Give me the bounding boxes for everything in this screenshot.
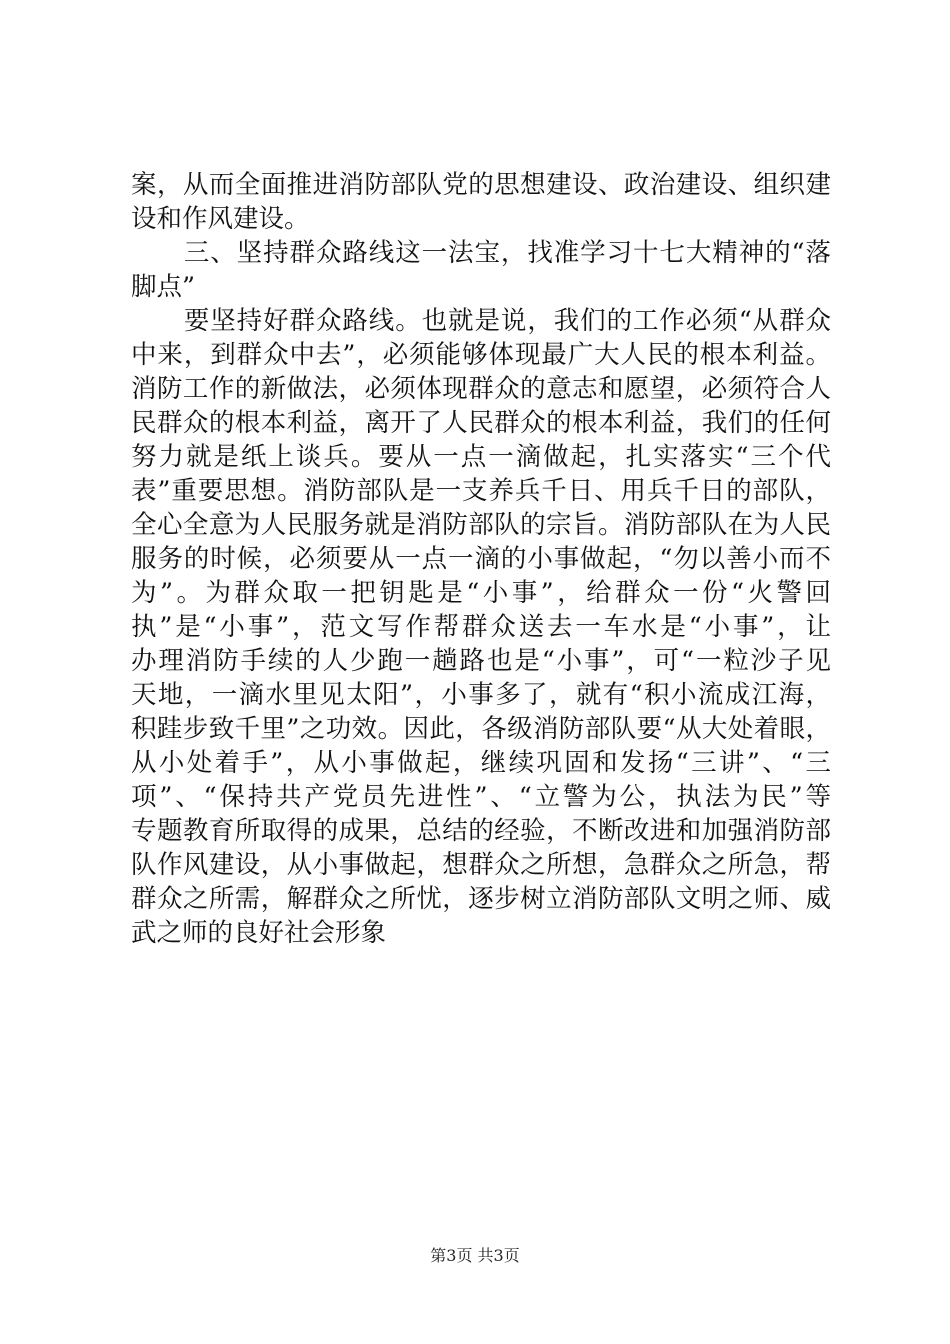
text-line: 努力就是纸上谈兵。要从一点一滴做起，扎实落实“三个代 bbox=[131, 442, 831, 472]
text-line: 中来，到群众中去”，必须能够体现最广大人民的根本利益。 bbox=[131, 340, 831, 370]
section-heading-line: 脚点” bbox=[131, 272, 196, 302]
text-line: 全心全意为人民服务就是消防部队的宗旨。消防部队在为人民 bbox=[131, 510, 831, 540]
text-line: 办理消防手续的人少跑一趟路也是“小事”，可“一粒沙子见 bbox=[131, 646, 831, 676]
page-number-footer: 第3页 共3页 bbox=[430, 1246, 520, 1265]
text-line: 积跬步致千里”之功效。因此，各级消防部队要“从大处着眼， bbox=[131, 714, 831, 744]
text-line: 队作风建设，从小事做起，想群众之所想，急群众之所急，帮 bbox=[131, 850, 831, 880]
text-line: 案，从而全面推进消防部队党的思想建设、政治建设、组织建 bbox=[131, 170, 831, 200]
text-line: 设和作风建设。 bbox=[131, 204, 310, 234]
text-line: 武之师的良好社会形象 bbox=[131, 918, 387, 948]
document-body bbox=[131, 168, 831, 950]
section-heading-line: 三、坚持群众路线这一法宝，找准学习十七大精神的“落 bbox=[131, 238, 831, 268]
text-line: 天地，一滴水里见太阳”，小事多了，就有“积小流成江海， bbox=[131, 680, 831, 710]
text-line: 执”是“小事”，范文写作帮群众送去一车水是“小事”，让 bbox=[131, 612, 831, 642]
text-line: 消防工作的新做法，必须体现群众的意志和愿望，必须符合人 bbox=[131, 374, 831, 404]
text-line: 要坚持好群众路线。也就是说，我们的工作必须“从群众 bbox=[131, 306, 831, 336]
text-line: 为”。为群众取一把钥匙是“小事”，给群众一份“火警回 bbox=[131, 578, 831, 608]
text-line: 服务的时候，必须要从一点一滴的小事做起，“勿以善小而不 bbox=[131, 544, 831, 574]
text-line: 民群众的根本利益，离开了人民群众的根本利益，我们的任何 bbox=[131, 408, 831, 438]
text-line: 群众之所需，解群众之所忧，逐步树立消防部队文明之师、威 bbox=[131, 884, 831, 914]
text-line: 项”、“保持共产党员先进性”、“立警为公，执法为民”等 bbox=[131, 782, 831, 812]
text-line: 专题教育所取得的成果，总结的经验，不断改进和加强消防部 bbox=[131, 816, 831, 846]
text-line: 从小处着手”，从小事做起，继续巩固和发扬“三讲”、“三 bbox=[131, 748, 831, 778]
text-line: 表”重要思想。消防部队是一支养兵千日、用兵千日的部队， bbox=[131, 476, 831, 506]
